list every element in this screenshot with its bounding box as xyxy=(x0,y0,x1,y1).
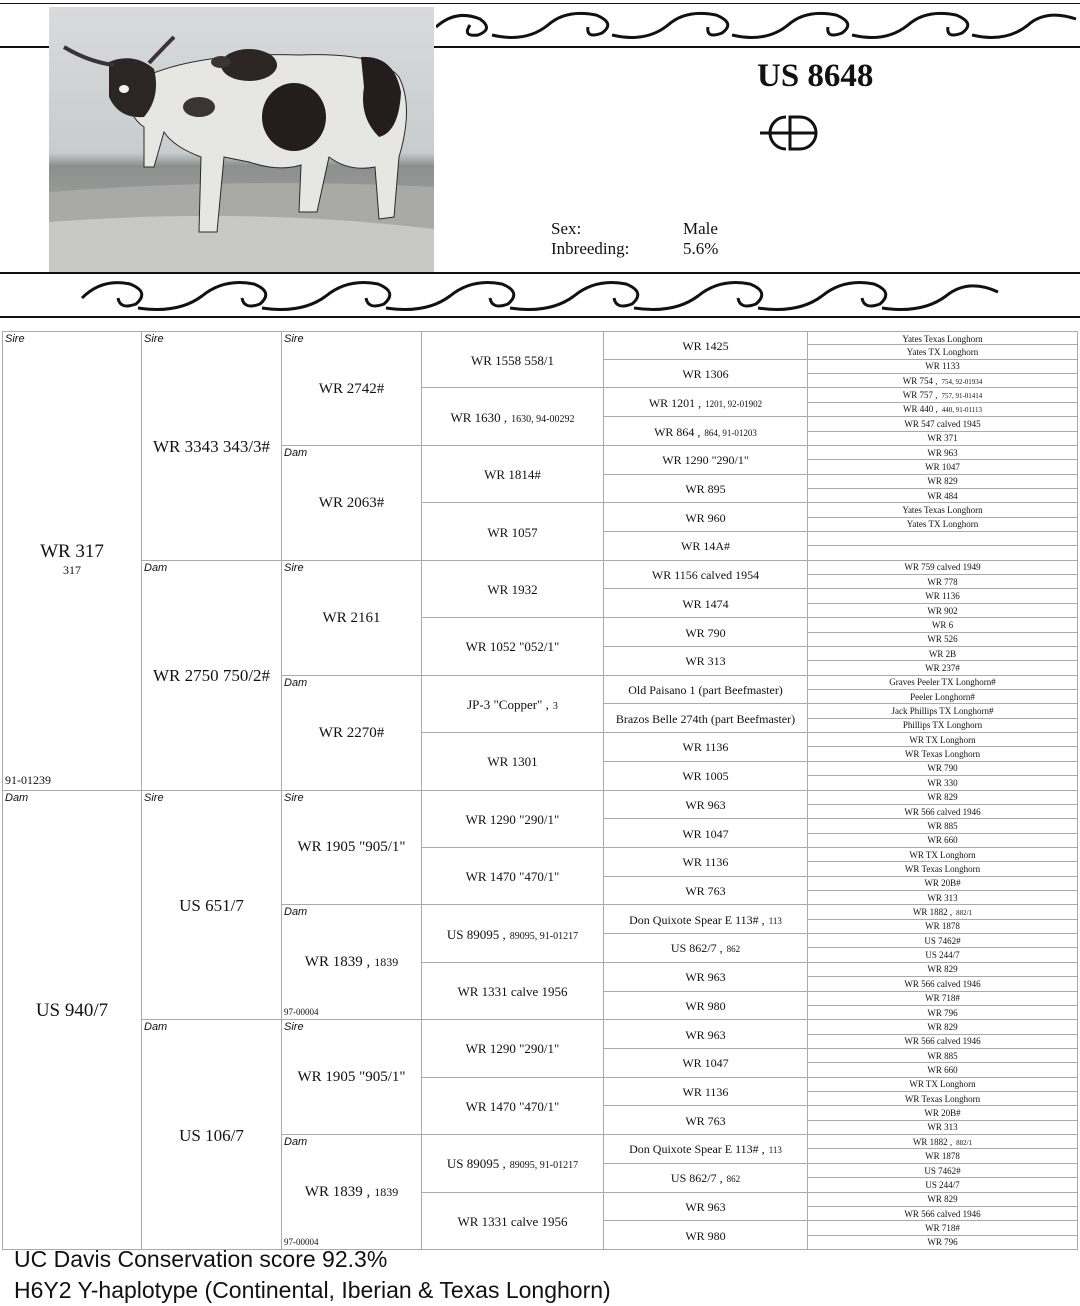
pedigree-cell xyxy=(422,1135,604,1192)
animal-name: WR 763 xyxy=(685,884,726,899)
animal-name: WR 20B# xyxy=(924,1108,961,1119)
animal-name: WR 1882 , 882/1 xyxy=(912,907,973,918)
animal-name: WR TX Longhorn xyxy=(909,734,976,745)
registration-suffix: 3 xyxy=(552,700,558,712)
parent-role-label: Dam xyxy=(5,791,29,804)
registration-suffix: 1839 xyxy=(374,1185,399,1200)
animal-name: WR 3343 343/3# xyxy=(152,437,271,457)
animal-name: WR 829 xyxy=(927,792,958,803)
animal-name: WR 754 , 754, 92-01934 xyxy=(902,375,983,386)
sex-value: Male xyxy=(683,219,718,238)
animal-name: WR 1047 xyxy=(925,461,960,472)
pedigree-cell xyxy=(422,331,604,388)
pedigree-cell xyxy=(808,1164,1078,1178)
animal-name: US 862/7 , 862 xyxy=(670,941,741,956)
pedigree-cell xyxy=(808,1149,1078,1163)
pedigree-cell xyxy=(282,905,422,1020)
pedigree-cell xyxy=(808,1063,1078,1077)
pedigree-cell xyxy=(604,417,808,446)
animal-name: WR 313 xyxy=(685,654,726,669)
animal-name: WR 526 xyxy=(927,634,958,645)
pedigree-cell xyxy=(604,963,808,992)
pedigree-cell xyxy=(604,1078,808,1107)
pedigree-cell xyxy=(808,661,1078,675)
pedigree-cell xyxy=(282,791,422,906)
inbreeding-value: 5.6% xyxy=(683,239,719,258)
animal-name: WR 790 xyxy=(685,625,726,640)
animal-name: WR 796 xyxy=(927,1007,958,1018)
animal-name: WR 2B xyxy=(928,648,957,659)
animal-name: WR 6 xyxy=(931,619,954,630)
animal-name: WR 757 , 757, 91-01414 xyxy=(902,390,983,401)
pedigree-cell xyxy=(282,1135,422,1250)
animal-name: WR 829 xyxy=(927,476,958,487)
animal-name: WR 2063# xyxy=(318,494,385,511)
animal-name: WR 864 , 864, 91-01203 xyxy=(654,424,757,439)
pedigree-cell xyxy=(808,633,1078,647)
pedigree-cell xyxy=(604,1049,808,1078)
animal-name: Graves Peeler TX Longhorn# xyxy=(889,677,996,688)
pedigree-cell xyxy=(422,446,604,503)
pedigree-cell xyxy=(808,747,1078,761)
animal-name: Yates TX Longhorn xyxy=(906,519,979,530)
pedigree-cell xyxy=(808,417,1078,431)
parent-role-label: Dam xyxy=(284,446,308,459)
pedigree-cell xyxy=(604,877,808,906)
pedigree-cell xyxy=(808,934,1078,948)
pedigree-cell xyxy=(604,1193,808,1222)
animal-name: Yates Texas Longhorn xyxy=(902,504,983,515)
pedigree-cell xyxy=(604,446,808,475)
pedigree-cell xyxy=(808,805,1078,819)
animal-name: WR 660 xyxy=(927,1065,958,1075)
pedigree-cell xyxy=(808,518,1078,532)
pedigree-cell xyxy=(808,446,1078,460)
scroll-ornament-bottom xyxy=(78,272,1002,316)
pedigree-cell xyxy=(604,1164,808,1193)
pedigree-cell xyxy=(604,360,808,389)
animal-name: WR 1156 calved 1954 xyxy=(651,568,760,583)
animal-name: WR 330 xyxy=(927,777,958,788)
animal-name: WR 1470 "470/1" xyxy=(465,1098,560,1114)
parent-role-label: Dam xyxy=(284,906,308,919)
pedigree-cell xyxy=(422,733,604,790)
parent-role-label: Sire xyxy=(144,791,164,804)
animal-name: WR 963 xyxy=(927,447,958,458)
animal-name: WR 1005 xyxy=(682,769,729,784)
animal-name: WR 1905 "905/1" xyxy=(297,1069,406,1086)
pedigree-cell xyxy=(808,1078,1078,1092)
registration-suffix: 754, 92-01934 xyxy=(941,377,983,386)
y-haplotype: H6Y2 Y-haplotype (Continental, Iberian & Texas Longhorn) xyxy=(14,1277,611,1303)
pedigree-cell xyxy=(808,618,1078,632)
animal-name: WR 718# xyxy=(925,993,960,1004)
pedigree-cell xyxy=(808,589,1078,603)
pedigree-cell xyxy=(808,891,1078,905)
pedigree-cell xyxy=(808,1221,1078,1235)
pedigree-cell xyxy=(808,1236,1078,1250)
animal-name: Don Quixote Spear E 113# , 113 xyxy=(629,912,782,927)
animal-name: Don Quixote Spear E 113# , 113 xyxy=(629,1142,782,1157)
animal-name: US 89095 , 89095, 91-01217 xyxy=(446,926,579,942)
pedigree-cell xyxy=(808,719,1078,733)
pedigree-cell xyxy=(282,561,422,676)
pedigree-cell xyxy=(808,690,1078,704)
animal-name: WR 963 xyxy=(685,1027,726,1042)
animal-name: WR 963 xyxy=(685,970,726,985)
animal-name: WR 1470 "470/1" xyxy=(465,869,560,885)
animal-name: WR 1290 "290/1" xyxy=(465,811,560,827)
pedigree-cell xyxy=(808,1207,1078,1221)
animal-name: WR 313 xyxy=(927,1122,958,1133)
animal-name: WR Texas Longhorn xyxy=(904,1093,981,1104)
animal-name: WR 2270# xyxy=(318,724,385,741)
animal-name: WR 980 xyxy=(685,998,726,1013)
animal-name: WR 547 calved 1945 xyxy=(904,418,981,429)
animal-name: WR 2750 750/2# xyxy=(152,666,271,686)
animal-name: WR 1052 "052/1" xyxy=(465,639,560,655)
parent-role-label: Dam xyxy=(144,561,168,574)
animal-name: WR 790 xyxy=(927,763,958,774)
pedigree-cell xyxy=(808,948,1078,962)
animal-name: WR 1301 xyxy=(487,754,538,770)
animal-name: WR 1558 558/1 xyxy=(470,353,555,369)
animal-name: Brazos Belle 274th (part Beefmaster) xyxy=(615,711,796,726)
animal-name: WR 566 calved 1946 xyxy=(904,1036,981,1047)
pedigree-cell xyxy=(808,848,1078,862)
pedigree-cell xyxy=(422,618,604,675)
animal-name: WR 963 xyxy=(685,1199,726,1214)
animal-name: WR 2161 xyxy=(322,609,381,626)
parent-role-label: Sire xyxy=(284,791,304,804)
animal-name: WR 778 xyxy=(927,576,958,587)
pedigree-cell xyxy=(808,374,1078,388)
pedigree-cell xyxy=(808,1092,1078,1106)
pedigree-cell xyxy=(282,1020,422,1135)
pedigree-cell xyxy=(808,977,1078,991)
parent-role-label: Dam xyxy=(284,1136,308,1149)
pedigree-cell xyxy=(2,331,142,791)
registry-id: 91-01239 xyxy=(5,772,51,787)
pedigree-cell xyxy=(604,561,808,590)
animal-name: US 244/7 xyxy=(925,1179,960,1190)
animal-name: Peeler Longhorn# xyxy=(910,691,975,702)
animal-name: WR 1814# xyxy=(484,467,541,483)
pedigree-cell xyxy=(422,791,604,848)
pedigree-cell xyxy=(282,446,422,561)
animal-name: WR 1047 xyxy=(682,1056,729,1071)
pedigree-cell xyxy=(808,1121,1078,1135)
pedigree-cell xyxy=(422,388,604,445)
pedigree-cell xyxy=(808,862,1078,876)
animal-name: Jack Phillips TX Longhorn# xyxy=(891,706,994,717)
pedigree-cell xyxy=(604,475,808,504)
pedigree-cell xyxy=(604,1106,808,1135)
animal-name: WR 718# xyxy=(925,1222,960,1233)
animal-name: Old Paisano 1 (part Beefmaster) xyxy=(628,682,783,697)
animal-name: WR 829 xyxy=(927,1194,958,1205)
parent-role-label: Sire xyxy=(5,333,25,345)
animal-name: WR 1331 calve 1956 xyxy=(457,1213,568,1229)
animal-name: WR 895 xyxy=(685,481,726,496)
conservation-score: UC Davis Conservation score 92.3% xyxy=(14,1246,388,1272)
pedigree-cell xyxy=(2,791,142,1251)
parent-role-label: Sire xyxy=(284,1021,304,1034)
pedigree-cell xyxy=(604,905,808,934)
pedigree-cell xyxy=(808,561,1078,575)
pedigree-cell xyxy=(808,604,1078,618)
pedigree-cell xyxy=(282,331,422,446)
scroll-ornament-top xyxy=(436,5,1080,47)
animal-name: WR 1630 , 1630, 94-00292 xyxy=(450,409,575,425)
inbreeding-label: Inbreeding: xyxy=(551,239,630,258)
pedigree-cell xyxy=(808,360,1078,374)
pedigree-cell xyxy=(604,819,808,848)
parent-role-label: Dam xyxy=(284,676,308,689)
animal-name: WR 440 , 440, 91-01113 xyxy=(902,404,983,415)
animal-name: WR 759 calved 1949 xyxy=(904,562,981,573)
pedigree-cell xyxy=(808,704,1078,718)
pedigree-cell xyxy=(808,905,1078,919)
animal-name: WR 963 xyxy=(685,797,726,812)
animal-name: WR 660 xyxy=(927,835,958,846)
registry-id: 97-00004 xyxy=(284,1007,319,1018)
animal-name: WR 1136 xyxy=(682,1085,729,1100)
animal-name: WR 1878 xyxy=(925,1151,960,1162)
pedigree-cell xyxy=(808,503,1078,517)
animal-name: WR 1331 calve 1956 xyxy=(457,984,568,1000)
animal-name: US 7462# xyxy=(924,935,961,946)
animal-name: WR 1425 xyxy=(682,339,729,354)
registration-suffix: 882/1 xyxy=(956,909,973,918)
animal-name: WR 317 317 xyxy=(3,541,141,578)
animal-name: WR 763 xyxy=(685,1113,726,1128)
animal-name: WR 1136 xyxy=(925,591,960,602)
pedigree-cell xyxy=(808,1006,1078,1020)
animal-name: Yates Texas Longhorn xyxy=(902,333,983,344)
animal-name: WR 980 xyxy=(685,1228,726,1243)
pedigree-cell xyxy=(604,532,808,561)
animal-name: WR 796 xyxy=(927,1237,958,1248)
pedigree-cell xyxy=(422,963,604,1020)
animal-name: WR 371 xyxy=(927,433,958,444)
pedigree-cell xyxy=(808,819,1078,833)
registration-suffix: 862 xyxy=(726,944,741,955)
animal-name: WR 566 calved 1946 xyxy=(904,806,981,817)
pedigree-cell xyxy=(422,503,604,560)
pedigree-cell xyxy=(604,704,808,733)
pedigree-cell xyxy=(808,345,1078,359)
pedigree-cell xyxy=(422,561,604,618)
pedigree-cell xyxy=(422,1078,604,1135)
animal-name: WR 1932 xyxy=(487,581,538,597)
animal-name: Phillips TX Longhorn xyxy=(902,720,983,731)
animal-name: WR 1136 xyxy=(682,740,729,755)
pedigree-cell xyxy=(808,676,1078,690)
brand-mark-icon xyxy=(756,113,820,153)
animal-name: WR 14A# xyxy=(681,539,730,554)
pedigree-cell xyxy=(808,331,1078,345)
pedigree-cell xyxy=(808,546,1078,560)
animal-name: WR 484 xyxy=(927,490,958,501)
animal-name: Yates TX Longhorn xyxy=(906,347,979,358)
pedigree-cell xyxy=(808,762,1078,776)
registration-suffix: 113 xyxy=(768,1145,782,1156)
pedigree-cell xyxy=(808,403,1078,417)
registration-suffix: 113 xyxy=(768,915,782,926)
animal-name: WR 1290 "290/1" xyxy=(465,1041,560,1057)
animal-name: WR 902 xyxy=(927,605,958,616)
animal-name: JP-3 "Copper" , 3 xyxy=(467,696,558,712)
pedigree-cell xyxy=(808,776,1078,790)
registration-suffix: 1839 xyxy=(374,955,399,970)
parent-role-label: Sire xyxy=(144,333,164,345)
pedigree-cell xyxy=(604,618,808,647)
animal-name: WR 1839 , 1839 xyxy=(304,954,399,971)
animal-name: US 244/7 xyxy=(925,950,960,961)
pedigree-cell xyxy=(604,791,808,820)
pedigree-cell xyxy=(422,1020,604,1077)
animal-name: US 106/7 xyxy=(179,1125,244,1145)
registration-suffix: 1201, 92-01902 xyxy=(705,398,763,409)
animal-name: US 7462# xyxy=(924,1165,961,1176)
pedigree-cell xyxy=(422,848,604,905)
animal-name: WR TX Longhorn xyxy=(909,849,976,860)
animal-name: WR 1057 xyxy=(487,524,538,540)
animal-name: WR 1201 , 1201, 92-01902 xyxy=(648,395,763,410)
pedigree-cell xyxy=(808,575,1078,589)
animal-name: WR 960 xyxy=(685,510,726,525)
pedigree-cell xyxy=(808,791,1078,805)
animal-name: WR 829 xyxy=(927,964,958,975)
pedigree-cell xyxy=(422,676,604,733)
pedigree-cell xyxy=(142,1020,282,1250)
pedigree-cell xyxy=(604,1135,808,1164)
pedigree-cell xyxy=(808,1020,1078,1034)
animal-name: WR 1133 xyxy=(925,361,960,372)
animal-name: US 89095 , 89095, 91-01217 xyxy=(446,1156,579,1172)
pedigree-chart xyxy=(2,331,1078,1250)
animal-name: WR 885 xyxy=(927,1050,958,1061)
pedigree-cell xyxy=(808,963,1078,977)
pedigree-cell xyxy=(808,1193,1078,1207)
pedigree-cell xyxy=(808,920,1078,934)
pedigree-cell xyxy=(808,834,1078,848)
animal-name: WR 313 xyxy=(927,892,958,903)
registry-id: 97-00004 xyxy=(284,1237,319,1247)
animal-name: WR 2742# xyxy=(318,380,385,397)
animal-name: US 940/7 xyxy=(35,999,109,1021)
registration-suffix: 89095, 91-01217 xyxy=(509,1160,579,1172)
pedigree-cell xyxy=(808,388,1078,402)
pedigree-cell xyxy=(604,1221,808,1250)
animal-name: WR 1839 , 1839 xyxy=(304,1184,399,1201)
pedigree-cell xyxy=(808,489,1078,503)
pedigree-cell xyxy=(604,992,808,1021)
pedigree-cell xyxy=(808,992,1078,1006)
header-top-rule xyxy=(0,3,1080,4)
pedigree-cell xyxy=(422,1193,604,1250)
animal-name: WR 1306 xyxy=(682,367,729,382)
animal-name: WR 829 xyxy=(927,1021,958,1032)
registration-suffix: 862 xyxy=(726,1174,741,1185)
registration-suffix: 89095, 91-01217 xyxy=(509,930,579,942)
animal-name: WR 1136 xyxy=(682,855,729,870)
parent-role-label: Sire xyxy=(284,561,304,574)
animal-name: WR 566 calved 1946 xyxy=(904,978,981,989)
animal-name: WR TX Longhorn xyxy=(909,1079,976,1090)
bull-photo xyxy=(49,7,434,272)
animal-name: WR 20B# xyxy=(924,878,961,889)
pedigree-cell xyxy=(808,733,1078,747)
animal-name: WR 1474 xyxy=(682,596,729,611)
pedigree-cell xyxy=(808,1049,1078,1063)
pedigree-cell xyxy=(604,1020,808,1049)
pedigree-cell xyxy=(808,532,1078,546)
registration-suffix: 864, 91-01203 xyxy=(704,427,757,438)
pedigree-cell xyxy=(142,561,282,791)
animal-name: WR 1905 "905/1" xyxy=(297,839,406,856)
pedigree-cell xyxy=(604,388,808,417)
animal-name: US 862/7 , 862 xyxy=(670,1171,741,1186)
animal-name: WR 566 calved 1946 xyxy=(904,1208,981,1219)
pedigree-cell xyxy=(142,331,282,561)
registration-suffix: 882/1 xyxy=(956,1138,973,1147)
animal-name: WR Texas Longhorn xyxy=(904,749,981,760)
parent-role-label: Dam xyxy=(144,1021,168,1034)
animal-name: WR 1878 xyxy=(925,921,960,932)
pedigree-cell xyxy=(808,460,1078,474)
pedigree-cell xyxy=(604,934,808,963)
pedigree-cell xyxy=(808,1135,1078,1149)
animal-name: WR Texas Longhorn xyxy=(904,863,981,874)
pedigree-cell xyxy=(604,733,808,762)
pedigree-cell xyxy=(282,676,422,791)
pedigree-cell xyxy=(604,647,808,676)
animal-name: WR 237# xyxy=(925,662,960,673)
animal-name: WR 1290 "290/1" xyxy=(662,453,749,468)
header-rule xyxy=(0,316,1080,318)
pedigree-cell xyxy=(604,589,808,618)
pedigree-cell xyxy=(808,1035,1078,1049)
registration-suffix: 757, 91-01414 xyxy=(941,392,983,401)
animal-name: WR 1882 , 882/1 xyxy=(912,1136,973,1147)
registration-number: US 8648 xyxy=(757,58,874,94)
pedigree-cell xyxy=(422,905,604,962)
animal-name: WR 885 xyxy=(927,820,958,831)
pedigree-cell xyxy=(808,475,1078,489)
animal-name: WR 1047 xyxy=(682,826,729,841)
pedigree-cell xyxy=(604,676,808,705)
pedigree-cell xyxy=(808,432,1078,446)
pedigree-cell xyxy=(808,1106,1078,1120)
sex-label: Sex: xyxy=(551,219,582,238)
parent-role-label: Sire xyxy=(284,333,304,345)
registration-suffix: 317 xyxy=(63,563,81,578)
animal-name: US 651/7 xyxy=(179,895,244,915)
pedigree-cell xyxy=(808,877,1078,891)
registration-suffix: 1630, 94-00292 xyxy=(511,413,575,425)
pedigree-cell xyxy=(142,791,282,1021)
pedigree-cell xyxy=(808,1178,1078,1192)
pedigree-cell xyxy=(604,503,808,532)
pedigree-cell xyxy=(604,762,808,791)
registration-suffix: 440, 91-01113 xyxy=(941,406,983,415)
pedigree-cell xyxy=(604,848,808,877)
pedigree-cell xyxy=(604,331,808,360)
pedigree-cell xyxy=(808,647,1078,661)
